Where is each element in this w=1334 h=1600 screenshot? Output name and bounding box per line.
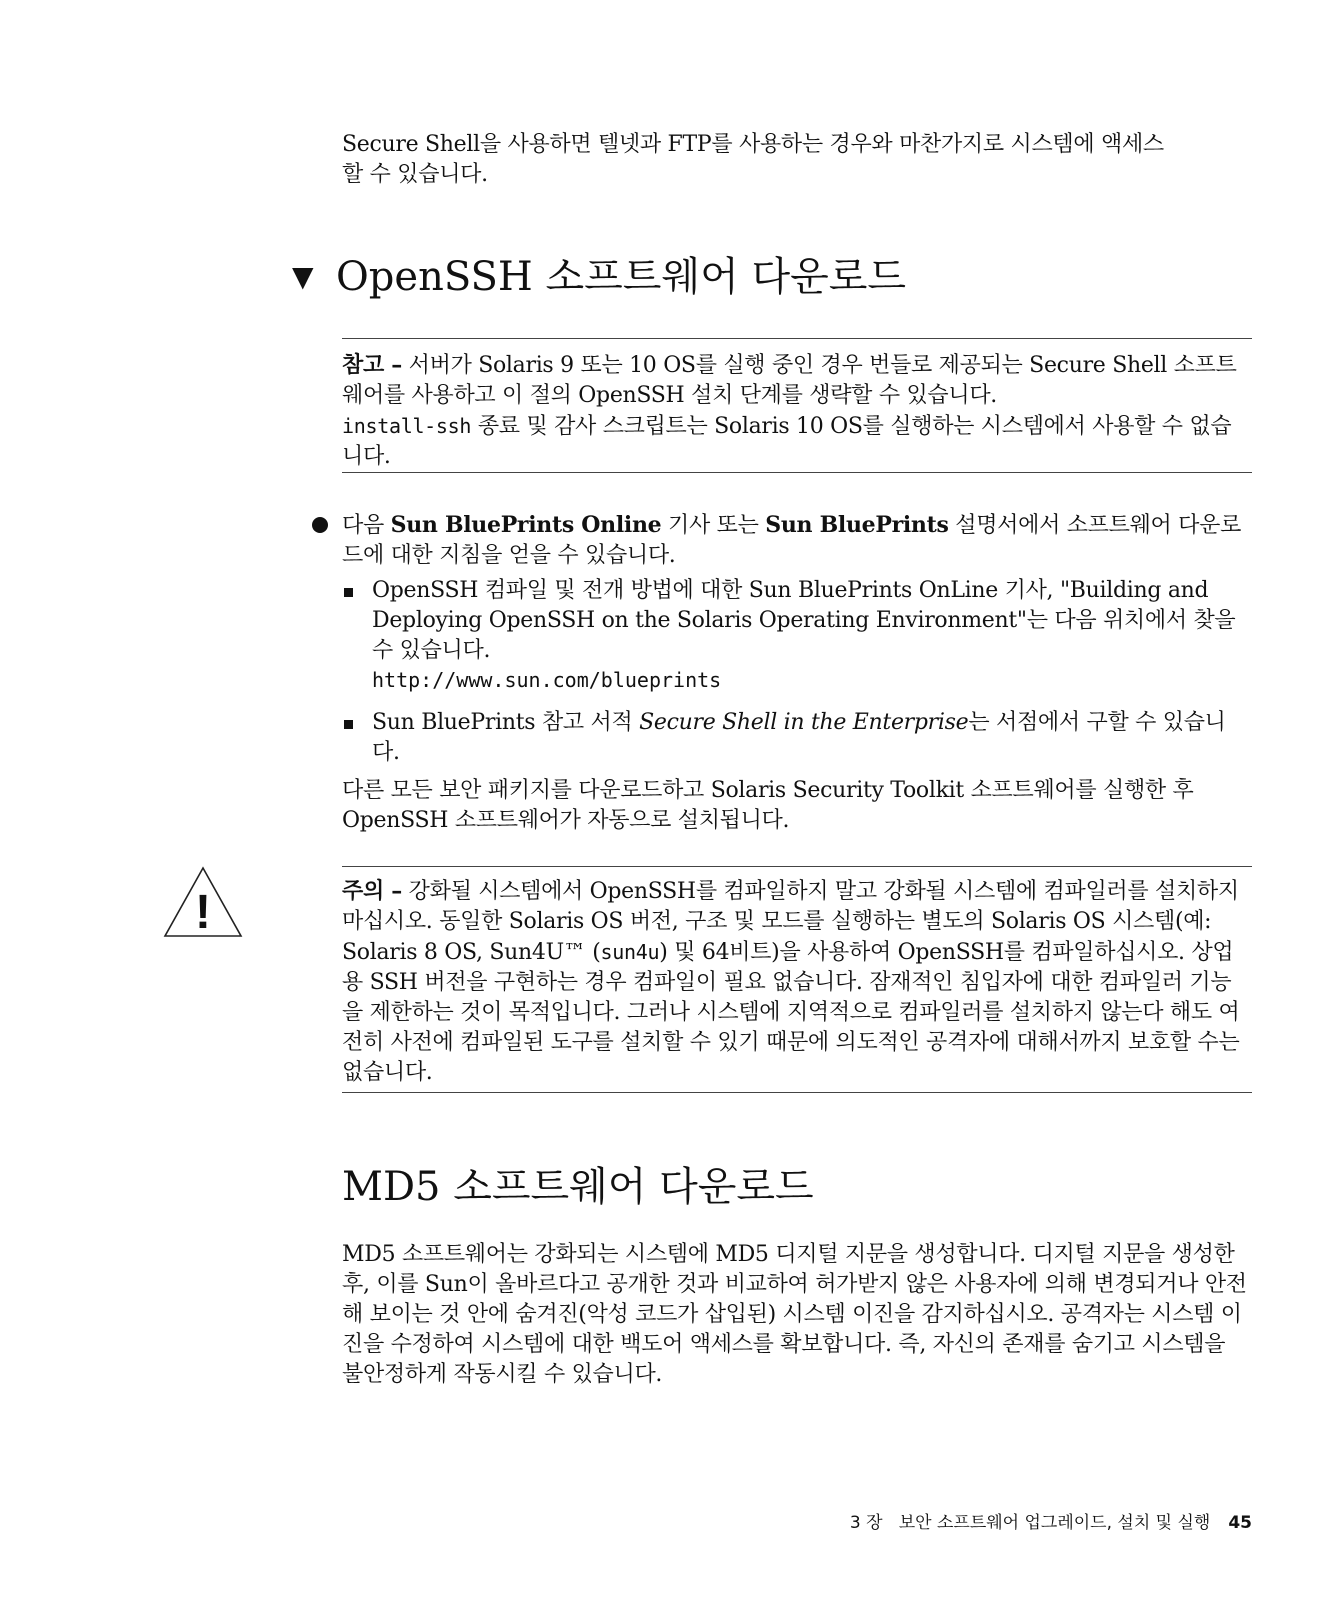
openssh-section-heading [292, 252, 906, 302]
note-box [342, 350, 1252, 472]
caution-exclamation: ! [195, 886, 211, 938]
square-bullet-icon [344, 588, 353, 597]
intro-paragraph [342, 130, 1242, 190]
bullet-main-bold-1: Sun BluePrints Online [390, 512, 662, 538]
note-text-2: 종료 및 감사 스크립트는 Solaris 10 OS를 실행하는 시스템에서 사용할 수 없습니다. [342, 414, 1232, 469]
footer-chapter-title: 3 장 보안 소프트웨어 업그레이드, 설치 및 실행 [849, 1513, 1211, 1533]
caution-code: sun4u [600, 940, 660, 964]
sub-bullet-item-1 [372, 576, 1252, 666]
caution-text-1: 강화될 시스템에서 OpenSSH를 컴파일하지 말고 강화될 시스템에 컴파일러를 설치하지 마십시오. 동일한 Solaris OS 버전, 구조 및 모드를 실행하는 별도의 Solaris OS 시스템(예: Solaris 8 OS, Sun4U™ ( [342, 879, 1239, 965]
bullet-dot-icon [312, 517, 328, 533]
note-code: install-ssh [342, 414, 472, 438]
caution-bottom-rule [342, 1092, 1252, 1093]
page-footer [850, 1508, 1252, 1533]
sub-item-2-text-2: 는 서점에서 구할 수 있습니다. [372, 710, 1226, 765]
caution-text-2: ) 및 64비트)을 사용하여 OpenSSH를 컴파일하십시오. 상업용 SSH 버전을 구현하는 경우 컴파일이 필요 없습니다. 잠재적인 침입자에 대한 컴파일러 기능을 제한하는 것이 목적입니다. 그러나 시스템에 지역적으로 컴파일러를 설치하지 않는다 해도 여전히 사전에 컴파일된 도구를 설치할 수 있기 때문에 의도적인 공격자에 대해서까지 보호할 수는 없습니다. [342, 940, 1240, 1085]
post-download-paragraph: 다른 모든 보안 패키지를 다운로드하고 Solaris Security Toolkit 소프트웨어를 실행한 후 OpenSSH 소프트웨어가 자동으로 설치됩니다. [342, 778, 1194, 833]
note-top-rule [342, 338, 1252, 339]
caution-label: 주의 – [342, 878, 402, 904]
bullet-main-text-2: 기사 또는 [661, 513, 766, 538]
blueprints-url: http://www.sun.com/blueprints [372, 668, 722, 692]
sub-item-1-text: OpenSSH 컴파일 및 전개 방법에 대한 Sun BluePrints OnLine 기사, "Building and Deploying OpenSSH on the Solaris Operating Environment"는 다음 위치에서 찾을 수 있습니다. [372, 578, 1236, 663]
square-bullet-icon [344, 720, 353, 729]
note-bottom-rule [342, 472, 1252, 473]
openssh-heading-text: OpenSSH 소프트웨어 다운로드 [336, 254, 907, 300]
bullet-item-main [342, 510, 1252, 571]
bullet-main-text-1: 다음 [342, 513, 391, 538]
note-label: 참고 – [342, 352, 402, 378]
caution-box [342, 876, 1252, 1088]
book-title: Secure Shell in the Enterprise [639, 710, 969, 735]
bullet-main-bold-2: Sun BluePrints [765, 512, 949, 538]
bullet-main-text-3: 설명서에서 소프트웨어 다운로드에 대한 지침을 얻을 수 있습니다. [342, 513, 1242, 568]
sub-item-2-text-1: Sun BluePrints 참고 서적 [372, 710, 640, 735]
sub-bullet-item-2 [372, 708, 1252, 768]
intro-line-1: Secure Shell을 사용하면 텔넷과 FTP를 사용하는 경우와 마찬가지로 시스템에 액세스 [342, 132, 1164, 157]
caution-top-rule [342, 866, 1252, 867]
md5-section-heading: MD5 소프트웨어 다운로드 [342, 1164, 814, 1210]
procedure-triangle-icon: ▼ [292, 260, 314, 293]
md5-paragraph: MD5 소프트웨어는 강화되는 시스템에 MD5 디지털 지문을 생성합니다. 디지털 지문을 생성한 후, 이를 Sun이 올바르다고 공개한 것과 비교하여 허가받지 않은 사용자에 의해 변경되거나 안전해 보이는 것 안에 숨겨진(악성 코드가 삽입된) 시스템 이진을 감지하십시오. 공격자는 시스템 이진을 수정하여 시스템에 대한 백도어 액세스를 확보합니다. 즉, 자신의 존재를 숨기고 시스템을 불안정하게 작동시킬 수 있습니다. [342, 1242, 1247, 1387]
caution-warning-icon [163, 866, 243, 938]
note-text-1: 서버가 Solaris 9 또는 10 OS를 실행 중인 경우 번들로 제공되는 Secure Shell 소프트웨어를 사용하고 이 절의 OpenSSH 설치 단계를 생략할 수 있습니다. [342, 353, 1237, 408]
page-number: 45 [1228, 1513, 1252, 1533]
intro-line-2: 할 수 있습니다. [342, 162, 488, 187]
